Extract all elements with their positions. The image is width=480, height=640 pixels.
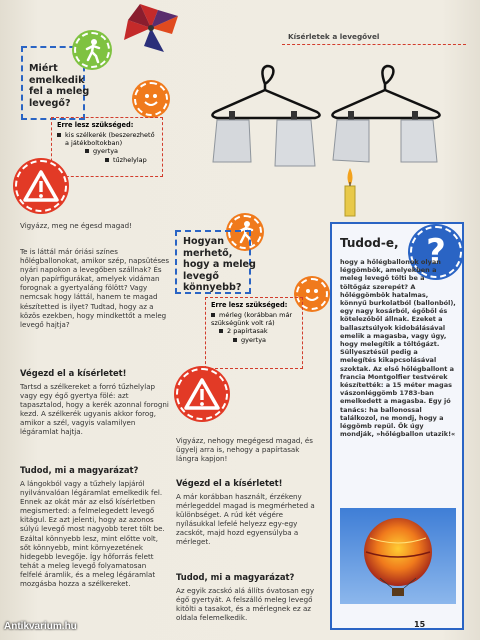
warning-icon — [176, 368, 228, 420]
header-rule — [282, 44, 466, 45]
fact-box-title: Tudod-e, — [340, 236, 399, 250]
experiment-heading-1: Végezd el a kísérletet! — [20, 368, 127, 378]
needs-1-item: kis szélkerék (beszerezhető a játékboltokban) — [57, 131, 157, 147]
question-2-text: Hogyan merhető, hogy a meleg levegő könnyebb? — [183, 236, 256, 293]
explanation-text-1: A lángokból vagy a tűzhely lapjáról nyilvánvalóan légáramlat emelkedik fel. Ennek az okát már az első kísérletben megismerted: a felmelegedett levegő kitágul. Ez azt jelenti, hogy az azonos súlyú levegő most nagyobb teret tölt be. Ezáltal könnyebb lesz, mint előtte volt, sőt könnyebb, mint környezetének hidegebb levegője. Így hőforrás felett tehát a meleg levegő folyamatosan felfelé áramlik, és a meleg légáramlat mozgásba hozza a szélkereket. — [20, 479, 165, 589]
section-title: Kísérletek a levegővel — [288, 32, 380, 41]
runner-icon — [74, 32, 110, 68]
warning-icon — [15, 160, 67, 212]
watermark: Antikvarium.hu — [4, 621, 77, 632]
needs-1-item: gyertya — [57, 147, 157, 155]
needs-box-2 — [205, 297, 303, 369]
needs-1-title: Erre lesz szükséged: — [57, 121, 134, 129]
intro-paragraph: Te is láttál már óriási színes hőlégballonokat, amikor szép, napsütéses nyári napokon a levegőben szállnak? És olyan papírfigurákat, amelyek vidáman forognak a gyertyaláng fölött? Vagy nemcsak hogy láttál, hanem te magad készítetted is ilyet? Tudtad, hogy az a közös ezekben, hogy mindkettőt a meleg levegő hajtja? — [20, 247, 170, 329]
question-mark-icon: ? — [410, 226, 462, 278]
experiment-text-1: Tartsd a szélkereket a forró tűzhelylap vagy egy égő gyertya fölé: azt tapasztalod, hogy a kerék azonnal forogni kezd. A szélkerék ugyanis akkor forog, amikor a szél, vagyis valamilyen légáramlat hajtja. — [20, 382, 169, 437]
experiment-heading-2: Végezd el a kísérletet! — [176, 478, 283, 488]
experiment-text-2: A már korábban használt, érzékeny mérlegeddel magad is megmérheted a különbséget. A rúd két végére nyílásukkal lefelé helyezz egy-egy zacskót, majd hozd egyensúlyba a mérleget. — [176, 492, 315, 547]
hanger-scale-illustration — [205, 62, 473, 222]
needs-box-1 — [51, 117, 163, 177]
needs-2-title: Erre lesz szükséged: — [211, 301, 288, 309]
smiley-icon — [134, 82, 168, 116]
explanation-heading-2: Tudod, mi a magyarázat? — [176, 572, 295, 582]
question-1-text: Miért emelkedik fel a meleg levegő? — [29, 63, 90, 109]
fact-box-text: hogy a hőlégballonok olyan léggömbök, amelyekben a meleg levegő tölti be a töltőgáz szerepét? A hőléggömbök hatalmas, könnyű burkolatból (ballonból), egy nagy kosárból, égőből és kötelezőből állnak. Ezeket a ballasztsúlyok kidobálásával emelik a magasba, vagy úgy, hogy melegítik a töltőgázt. Süllyesztésül pedig a melegítés kikapcsolásával szoktak. Az első hőlégballont a francia Montgolfier testvérek készítették: a 15 méter magas vászonléggömb 1783-ban emelkedett a magasba. Egy jó tanács: ha ballonossal találkozol, ne mondj, hogy a léggömb repül. Ők úgy mondják, »hőlégballon utazik!« — [340, 258, 456, 439]
page-number: 15 — [414, 620, 426, 629]
needs-1-item: tűzhelylap — [57, 156, 157, 164]
needs-2-item: mérleg (korábban már szükségünk volt rá) — [211, 311, 293, 328]
needs-2-item: gyertya — [211, 336, 297, 344]
needs-2-item: 2 papírtasak — [211, 327, 297, 335]
warning-text-1: Vigyázz, meg ne égesd magad! — [20, 221, 132, 230]
explanation-heading-1: Tudod, mi a magyarázat? — [20, 465, 139, 475]
hot-air-balloon-photo — [340, 508, 456, 604]
explanation-text-2: Az egyik zacskó alá állíts óvatosan egy égő gyertyát. A felszálló meleg levegő kitölti a tasakot, és a mérlegnek ez az oldala felemelkedik. — [176, 586, 315, 623]
warning-text-2: Vigyázz, nehogy megégesd magad, és ügyelj arra is, nehogy a papírtasak lángra kapjon! — [176, 436, 313, 464]
pinwheel-icon — [120, 2, 182, 54]
